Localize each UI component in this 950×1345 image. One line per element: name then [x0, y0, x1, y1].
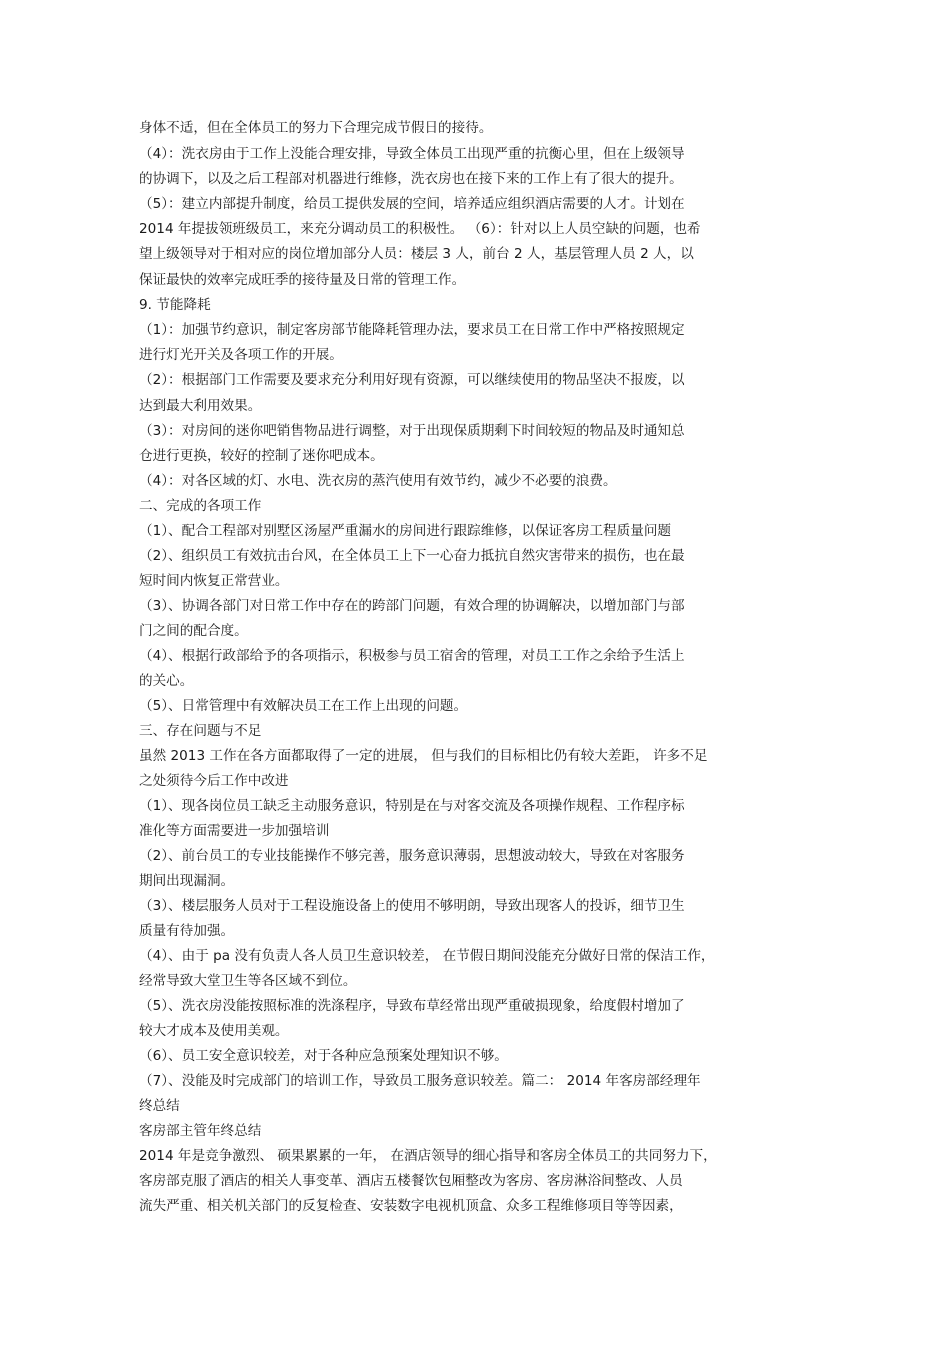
section-heading: 二、完成的各项工作 [139, 498, 262, 514]
text-line: （4）、由于 pa 没有负责人各人员卫生意识较差， 在节假日期间没能充分做好日常的保洁工作， [139, 948, 715, 964]
text-line: 终总结 [139, 1098, 180, 1114]
text-line: 望上级领导对于相对应的岗位增加部分人员：楼层 3 人，前台 2 人，基层管理人员 2 人，以 [139, 246, 694, 262]
section-heading: 客房部主管年终总结 [139, 1123, 262, 1139]
text-line: 流失严重、相关机关部门的反复检查、安装数字电视机顶盒、众多工程维修项目等等因素， [139, 1198, 683, 1214]
text-line: （4）：对各区域的灯、水电、洗衣房的蒸汽使用有效节约，减少不必要的浪费。 [139, 473, 617, 489]
text-line: （7）、没能及时完成部门的培训工作，导致员工服务意识较差。篇二： 2014 年客房部经理年 [139, 1073, 701, 1089]
text-line: 短时间内恢复正常营业。 [139, 573, 289, 589]
text-line: 较大才成本及使用美观。 [139, 1023, 289, 1039]
text-line: 质量有待加强。 [139, 923, 235, 939]
text-line: （4）：洗衣房由于工作上没能合理安排，导致全体员工出现严重的抗衡心里，但在上级领导 [139, 146, 685, 162]
text-line: （4）、根据行政部给予的各项指示，积极参与员工宿舍的管理，对员工工作之余给予生活上 [139, 648, 685, 664]
text-line: （2）：根据部门工作需要及要求充分利用好现有资源，可以继续使用的物品坚决不报废，以 [139, 372, 685, 388]
text-line: 达到最大利用效果。 [139, 398, 262, 414]
text-line: 经常导致大堂卫生等各区域不到位。 [139, 973, 357, 989]
text-line: 2014 年是竞争激烈、 硕果累累的一年， 在酒店领导的细心指导和客房全体员工的共同努力下， [139, 1148, 717, 1164]
text-line: （5）、日常管理中有效解决员工在工作上出现的问题。 [139, 698, 468, 714]
text-line: （6）、员工安全意识较差，对于各种应急预案处理知识不够。 [139, 1048, 508, 1064]
text-line: （3）、协调各部门对日常工作中存在的跨部门问题，有效合理的协调解决，以增加部门与部 [139, 598, 685, 614]
text-line: 之处须待今后工作中改进 [139, 773, 289, 789]
text-line: 的协调下，以及之后工程部对机器进行维修，洗衣房也在接下来的工作上有了很大的提升。 [139, 171, 683, 187]
text-line: 2014 年提拔领班级员工，来充分调动员工的积极性。 （6）：针对以上人员空缺的问题，也希 [139, 221, 701, 237]
text-line: 的关心。 [139, 673, 194, 689]
text-line: 进行灯光开关及各项工作的开展。 [139, 347, 343, 363]
text-line: （5）：建立内部提升制度，给员工提供发展的空间，培养适应组织酒店需要的人才。计划在 [139, 196, 685, 212]
section-heading: 9. 节能降耗 [139, 297, 211, 313]
text-line: 客房部克服了酒店的相关人事变革、酒店五楼餐饮包厢整改为客房、客房淋浴间整改、人员 [139, 1173, 683, 1189]
text-line: 门之间的配合度。 [139, 623, 248, 639]
text-line: 期间出现漏洞。 [139, 873, 235, 889]
text-line: （3）、楼层服务人员对于工程设施设备上的使用不够明朗，导致出现客人的投诉，细节卫生 [139, 898, 685, 914]
text-line: （1）：加强节约意识，制定客房部节能降耗管理办法，要求员工在日常工作中严格按照规定 [139, 322, 685, 338]
text-line: （1）、配合工程部对别墅区汤屋严重漏水的房间进行跟踪维修，以保证客房工程质量问题 [139, 523, 672, 539]
text-line: 准化等方面需要进一步加强培训 [139, 823, 330, 839]
section-heading: 三、存在问题与不足 [139, 723, 262, 739]
text-line: （2）、组织员工有效抗击台风，在全体员工上下一心奋力抵抗自然灾害带来的损伤，也在最 [139, 548, 685, 564]
text-line: （2）、前台员工的专业技能操作不够完善，服务意识薄弱，思想波动较大，导致在对客服务 [139, 848, 685, 864]
text-line: （3）：对房间的迷你吧销售物品进行调整，对于出现保质期剩下时间较短的物品及时通知总 [139, 423, 685, 439]
text-line: 虽然 2013 工作在各方面都取得了一定的进展， 但与我们的目标相比仍有较大差距， 许多不足 [139, 748, 708, 764]
text-line: 保证最快的效率完成旺季的接待量及日常的管理工作。 [139, 272, 466, 288]
text-line: （1）、现各岗位员工缺乏主动服务意识，特别是在与对客交流及各项操作规程、工作程序标 [139, 798, 685, 814]
text-line: 仓进行更换，较好的控制了迷你吧成本。 [139, 448, 384, 464]
text-line: （5）、洗衣房没能按照标准的洗涤程序，导致布草经常出现严重破损现象，给度假村增加了 [139, 998, 685, 1014]
text-line: 身体不适，但在全体员工的努力下合理完成节假日的接待。 [139, 120, 493, 136]
